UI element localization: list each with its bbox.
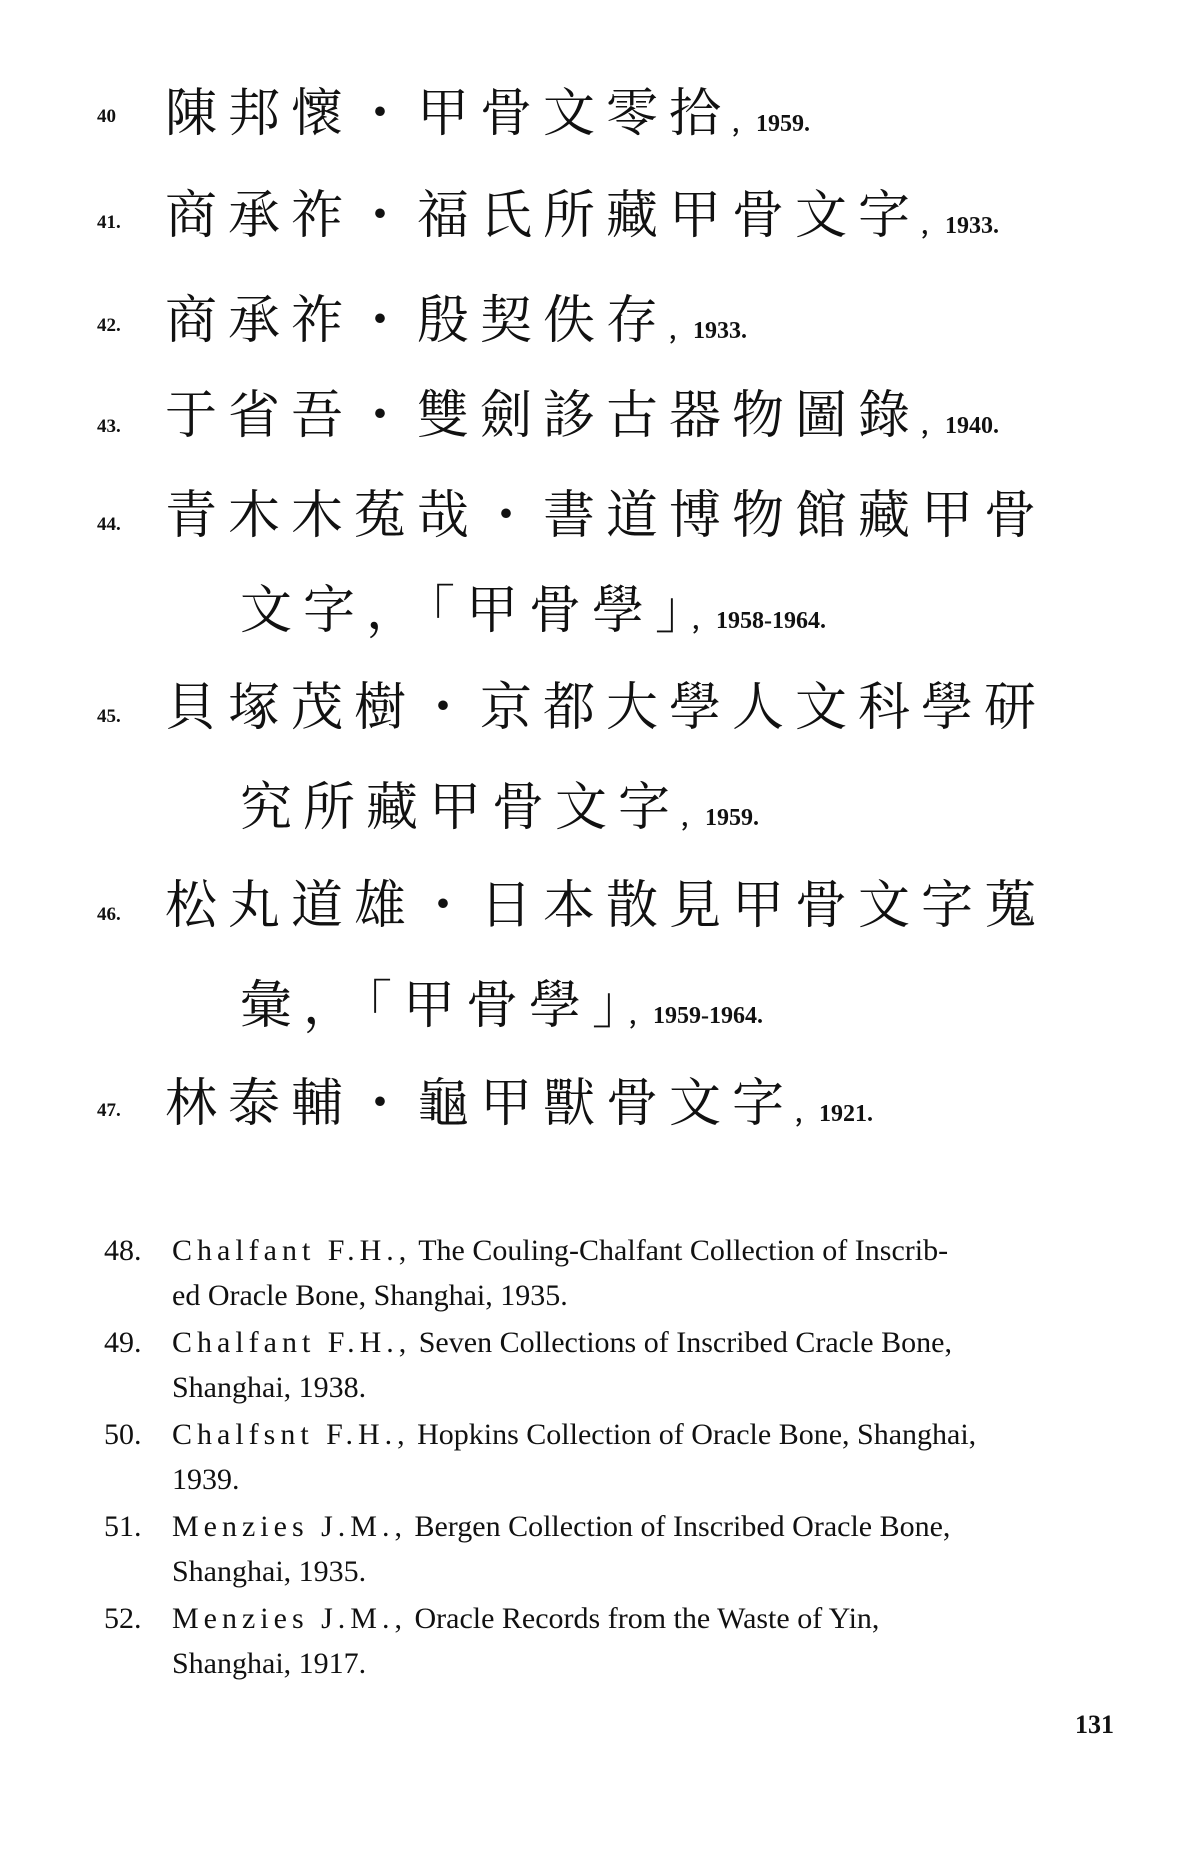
reference-author: Chalfsnt F.H.,: [172, 1418, 410, 1451]
reference-author: 林泰輔: [165, 1074, 355, 1134]
reference-author: 青木木菟哉: [165, 486, 481, 546]
reference-title-line2: Shanghai, 1938.: [172, 1371, 367, 1404]
reference-title-line2: ed Oracle Bone, Shanghai, 1935.: [172, 1279, 568, 1312]
reference-number: 48.: [104, 1234, 142, 1267]
reference-title-line2: Shanghai, 1917.: [172, 1647, 367, 1680]
reference-entry-50: [0, 1412, 1200, 1512]
reference-author: 于省吾: [165, 386, 355, 446]
reference-text: [172, 1320, 1142, 1410]
reference-number: 42.: [97, 315, 121, 336]
reference-title-cont: 文字，「甲骨學」: [240, 581, 693, 641]
reference-number: 46.: [97, 904, 121, 925]
reference-title: 書道博物館藏甲骨: [543, 486, 1048, 546]
reference-separator: ・: [354, 84, 418, 144]
reference-author: 陳邦懷: [165, 84, 355, 144]
reference-continuation: [240, 976, 764, 1036]
reference-title: 甲骨文零拾: [417, 84, 733, 144]
page-number: 131: [1075, 1710, 1114, 1739]
reference-title: 京都大學人文科學研: [480, 678, 1048, 738]
reference-text: [172, 1228, 1142, 1318]
reference-separator: ・: [417, 678, 481, 738]
reference-text: [172, 1596, 1142, 1686]
reference-author: 商承祚: [165, 186, 355, 246]
reference-separator: ・: [354, 291, 418, 351]
reference-year: ，1921.: [795, 1101, 874, 1127]
reference-entry-51: [0, 1504, 1200, 1604]
reference-number: 49.: [104, 1326, 142, 1359]
reference-text: [172, 1412, 1142, 1502]
reference-number: 52.: [104, 1602, 142, 1635]
reference-text: [165, 678, 1048, 738]
reference-author: Menzies J.M.,: [172, 1602, 407, 1635]
reference-text: [165, 386, 1000, 446]
reference-year: ，1959.: [732, 111, 811, 137]
reference-number: 41.: [97, 212, 121, 233]
reference-title: 龜甲獸骨文字: [417, 1074, 796, 1134]
reference-title: 雙劍誃古器物圖錄: [417, 386, 922, 446]
reference-title: 日本散見甲骨文字蒐: [480, 876, 1048, 936]
reference-author: 松丸道雄: [165, 876, 418, 936]
reference-text: [165, 291, 748, 351]
reference-number: 40: [97, 106, 116, 127]
reference-author: Menzies J.M.,: [172, 1510, 407, 1543]
reference-year: ，1958-1964.: [692, 608, 827, 634]
reference-text: [165, 876, 1048, 936]
reference-number: 47.: [97, 1100, 121, 1121]
reference-title-line2: 1939.: [172, 1463, 240, 1496]
reference-continuation: [240, 581, 827, 641]
reference-title-cont: 究所藏甲骨文字: [240, 778, 682, 838]
reference-title-line1: Seven Collections of Inscribed Cracle Bone,: [418, 1326, 952, 1359]
reference-year: ，1959.: [681, 805, 760, 831]
reference-title-line1: Hopkins Collection of Oracle Bone, Shanghai,: [417, 1418, 977, 1451]
reference-text: [165, 486, 1048, 546]
reference-separator: ・: [354, 386, 418, 446]
reference-separator: ・: [354, 186, 418, 246]
reference-title-line1: Oracle Records from the Waste of Yin,: [414, 1602, 880, 1635]
reference-separator: ・: [480, 486, 544, 546]
reference-title-line1: Bergen Collection of Inscribed Oracle Bone,: [414, 1510, 951, 1543]
reference-entry-49: [0, 1320, 1200, 1420]
reference-year: ，1940.: [921, 413, 1000, 439]
reference-year: ，1933.: [669, 318, 748, 344]
reference-text: [165, 84, 811, 144]
reference-number: 43.: [97, 416, 121, 437]
reference-number: 50.: [104, 1418, 142, 1451]
reference-title-line1: The Couling-Chalfant Collection of Inscrib-: [418, 1234, 949, 1267]
reference-text: [172, 1504, 1142, 1594]
reference-number: 44.: [97, 514, 121, 535]
reference-number: 45.: [97, 706, 121, 727]
reference-title: 福氏所藏甲骨文字: [417, 186, 922, 246]
reference-continuation: [240, 778, 760, 838]
reference-author: Chalfant F.H.,: [172, 1326, 412, 1359]
reference-text: [165, 186, 1000, 246]
reference-author: 貝塚茂樹: [165, 678, 418, 738]
reference-separator: ・: [417, 876, 481, 936]
reference-year: ，1933.: [921, 213, 1000, 239]
reference-year: ，1959-1964.: [629, 1003, 764, 1029]
reference-entry-52: [0, 1596, 1200, 1696]
reference-author: 商承祚: [165, 291, 355, 351]
reference-title-line2: Shanghai, 1935.: [172, 1555, 367, 1588]
reference-author: Chalfant F.H.,: [172, 1234, 412, 1267]
reference-title: 殷契佚存: [417, 291, 670, 351]
reference-entry-48: [0, 1228, 1200, 1328]
reference-number: 51.: [104, 1510, 142, 1543]
reference-title-cont: 彙，「甲骨學」: [240, 976, 630, 1036]
reference-text: [165, 1074, 874, 1134]
reference-separator: ・: [354, 1074, 418, 1134]
